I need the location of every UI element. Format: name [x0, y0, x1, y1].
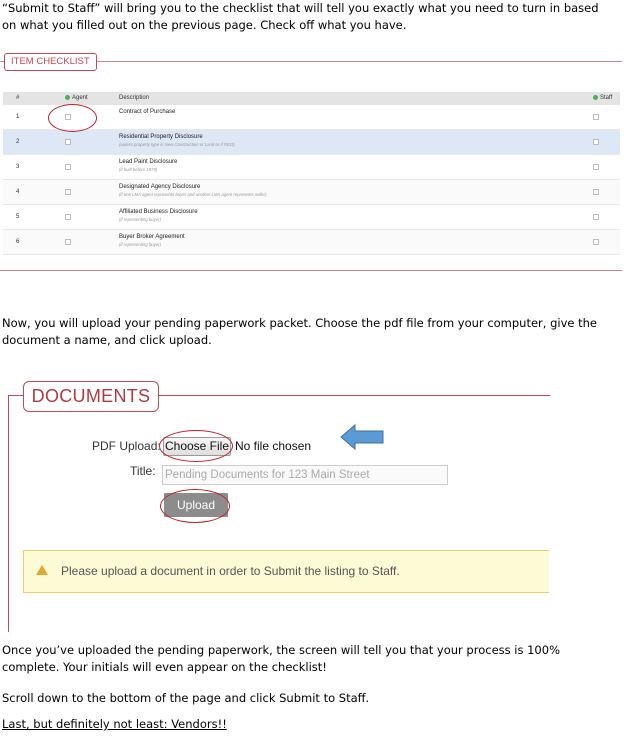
warning-icon — [36, 565, 48, 575]
intro-text — [2, 0, 599, 34]
outro-line-3: Scroll down to the bottom of the page and click Submit to Staff. — [2, 691, 370, 705]
agent-checkbox[interactable] — [65, 189, 71, 197]
row-description — [119, 134, 235, 147]
item-note: (if representing buyer) — [119, 242, 162, 247]
item-note: (if one LMA agent represents buyer and another LMA agent represents seller) — [119, 192, 267, 197]
documents-title: DOCUMENTS — [23, 381, 159, 412]
header-num: # — [16, 95, 20, 101]
row-description — [119, 109, 175, 115]
row-description — [119, 159, 177, 172]
row-description — [119, 209, 198, 222]
item-title: Affiliated Business Disclosure — [119, 209, 198, 215]
item-note: (if representing buyer) — [119, 217, 162, 222]
item-title: Buyer Broker Agreement — [119, 234, 185, 240]
alert-message: Please upload a document in order to Submit the listing to Staff. — [61, 564, 400, 578]
document-title-input[interactable]: Pending Documents for 123 Main Street — [162, 465, 448, 485]
row-description — [119, 234, 185, 247]
item-title: Lead Paint Disclosure — [119, 159, 178, 165]
checklist-bottom-rule — [0, 270, 622, 271]
table-row — [3, 180, 620, 205]
upload-warning-alert — [23, 550, 549, 593]
intro-line-1: “Submit to Staff” will bring you to the checklist that will tell you exactly what you need to turn in based — [2, 1, 599, 15]
item-checklist-title: ITEM CHECKLIST — [4, 53, 97, 71]
upload-button[interactable]: Upload — [164, 493, 228, 517]
middle-line-1: Now, you will upload your pending paperwork packet. Choose the pdf file from your computer, give the — [2, 316, 597, 330]
middle-line-2: document a name, and click upload. — [2, 333, 212, 347]
staff-checkbox[interactable] — [593, 164, 599, 172]
row-num: 3 — [16, 164, 20, 170]
choose-file-highlight-circle — [159, 430, 233, 462]
pdf-upload-label: PDF Upload: — [92, 439, 161, 453]
table-row — [3, 155, 620, 180]
middle-text — [2, 315, 597, 349]
row-num: 1 — [16, 114, 20, 120]
table-row — [3, 205, 620, 230]
outro-line-1: Once you’ve uploaded the pending paperwork, the screen will tell you that your process is 100% — [2, 643, 560, 657]
row-num: 2 — [16, 139, 20, 145]
no-file-status: No file chosen — [235, 439, 312, 453]
table-row — [3, 230, 620, 255]
staff-checkbox[interactable] — [593, 114, 599, 122]
choose-file-button[interactable]: Choose File — [163, 437, 231, 456]
item-note: (if built before 1978) — [119, 167, 158, 172]
agent-checkbox[interactable] — [65, 164, 71, 172]
item-title: Residential Property Disclosure — [119, 134, 203, 140]
check-circle-icon — [593, 95, 598, 100]
agent-checkbox[interactable] — [65, 139, 71, 147]
outro-text — [2, 642, 560, 676]
title-label: Title: — [130, 464, 156, 478]
item-title: Contract of Purchase — [119, 109, 176, 115]
row-num: 6 — [16, 239, 20, 245]
staff-checkbox[interactable] — [593, 189, 599, 197]
staff-checkbox[interactable] — [593, 239, 599, 247]
agent-checkbox-highlight-circle — [48, 104, 97, 132]
documents-panel — [8, 395, 550, 632]
header-description: Description — [119, 95, 150, 101]
row-num: 5 — [16, 214, 20, 220]
header-agent: Agent — [65, 95, 88, 101]
check-circle-icon — [65, 95, 70, 100]
outro-line-4: Last, but definitely not least: Vendors!! — [2, 717, 227, 731]
intro-line-2: on what you filled out on the previous page. Check off what you have. — [2, 18, 407, 32]
row-description — [119, 184, 267, 197]
staff-checkbox[interactable] — [593, 139, 599, 147]
staff-checkbox[interactable] — [593, 214, 599, 222]
arrow-left-icon — [340, 423, 385, 451]
checklist-rule-right — [90, 61, 622, 62]
outro-line-2: complete. Your initials will even appear on the checklist! — [2, 660, 327, 674]
row-num: 4 — [16, 189, 20, 195]
item-title: Designated Agency Disclosure — [119, 184, 201, 190]
header-staff: Staff — [593, 95, 612, 101]
item-note: (unless property type is New Construction or Land or if REO) — [119, 142, 235, 147]
upload-highlight-circle — [160, 489, 230, 523]
checklist-header-row — [3, 92, 620, 105]
agent-checkbox[interactable] — [65, 239, 71, 247]
table-row — [3, 130, 620, 155]
agent-checkbox[interactable] — [65, 214, 71, 222]
